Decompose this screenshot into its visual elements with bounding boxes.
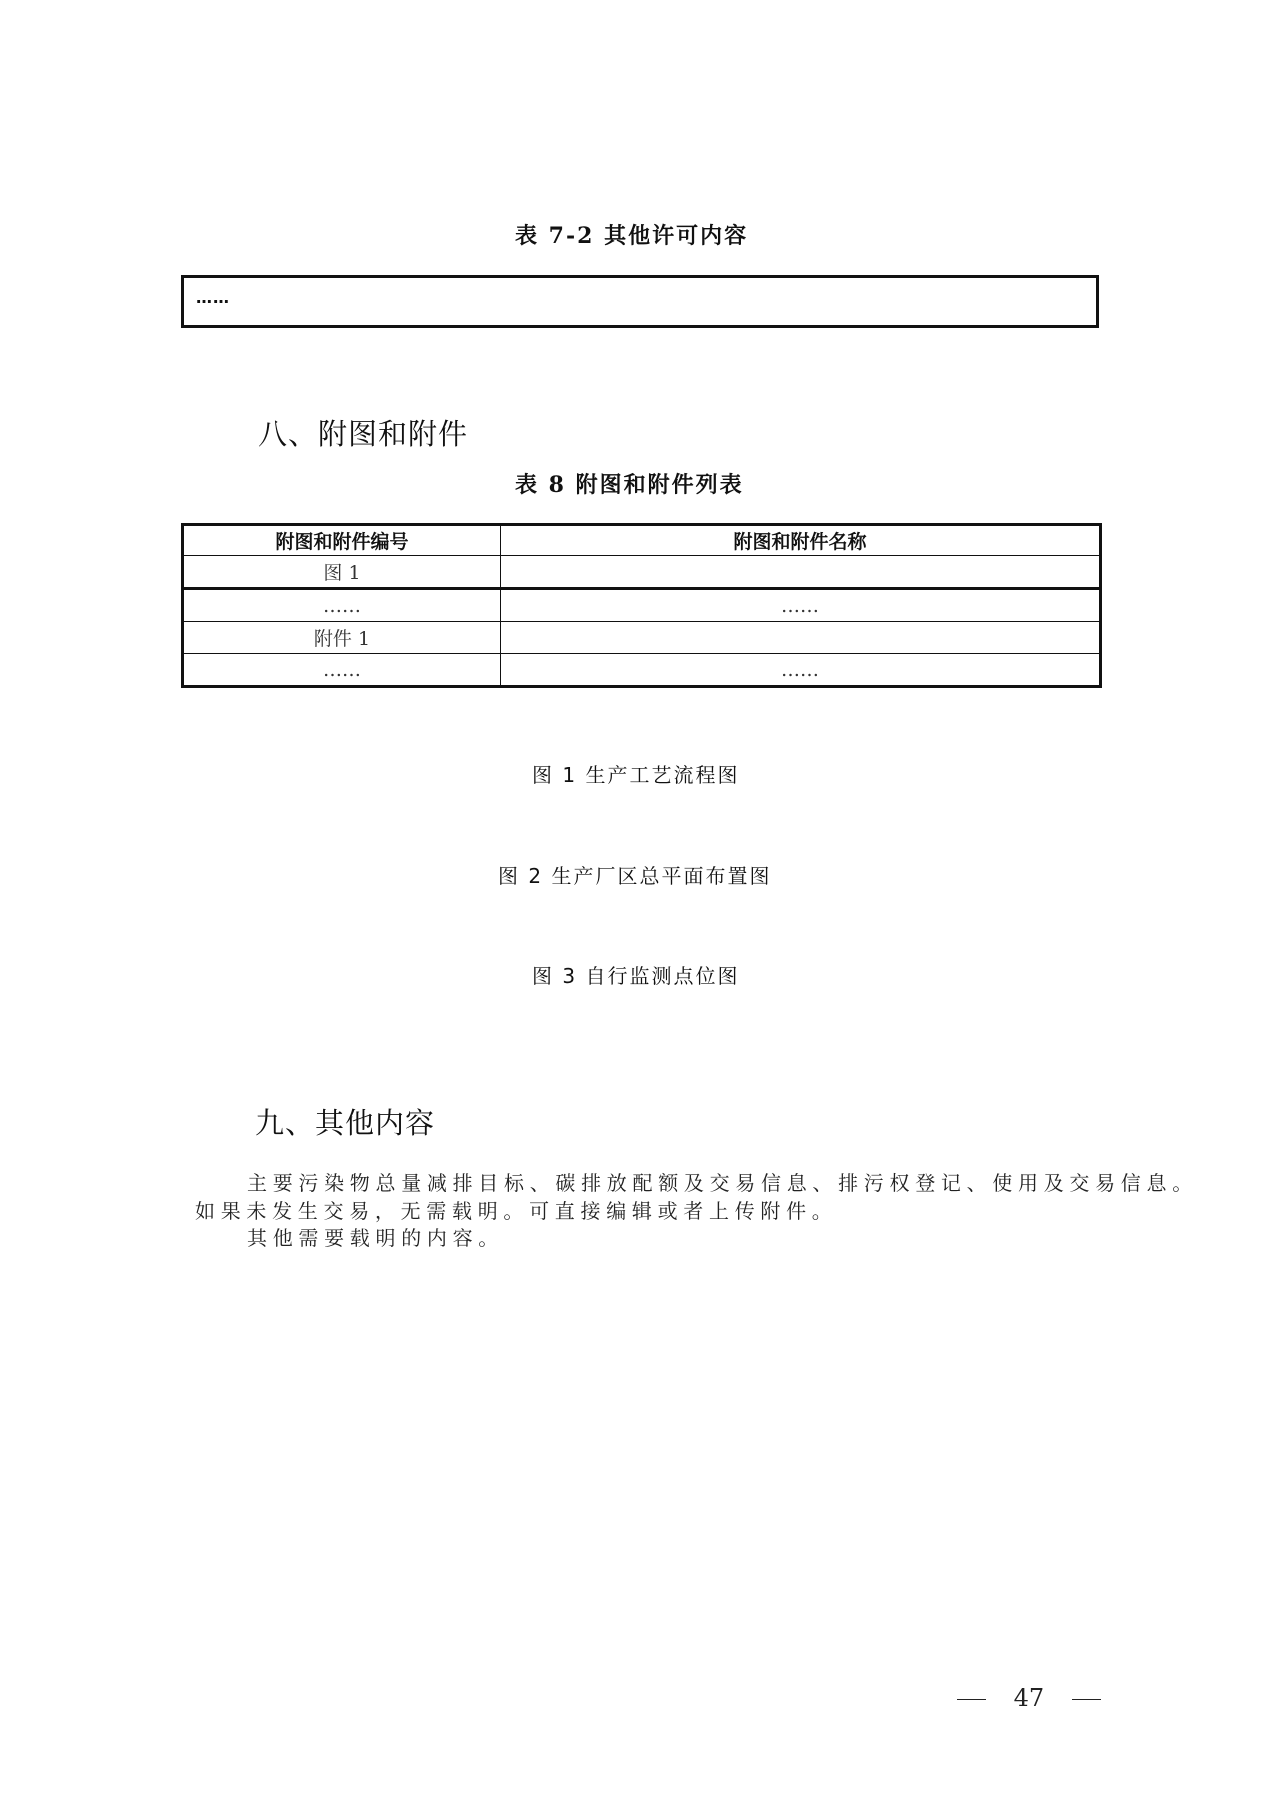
header-attachment-number: 附图和附件编号 — [183, 525, 501, 556]
cell-name: …… — [501, 589, 1101, 622]
section-9-paragraph-line-3: 其他需要载明的内容。 — [247, 1226, 504, 1250]
page-number: 47 — [1013, 1684, 1045, 1712]
cell-number: …… — [183, 654, 501, 687]
cell-name: …… — [501, 654, 1101, 687]
attachments-table — [181, 523, 1102, 688]
section-8-heading: 八、附图和附件 — [258, 417, 469, 451]
left-dash — [957, 1699, 986, 1701]
header-attachment-name: 附图和附件名称 — [501, 525, 1101, 556]
table-row — [183, 556, 1101, 589]
table-header-row — [183, 525, 1101, 556]
table-7-2-title: 表 7-2 其他许可内容 — [515, 223, 749, 249]
cell-number: 图 1 — [183, 556, 501, 589]
figure-1-caption: 图 1 生产工艺流程图 — [532, 763, 740, 787]
table-row — [183, 622, 1101, 654]
table-7-2-content: …… — [196, 288, 230, 307]
figure-2-caption: 图 2 生产厂区总平面布置图 — [498, 864, 772, 888]
section-9-heading: 九、其他内容 — [255, 1106, 436, 1140]
section-9-paragraph-line-1: 主要污染物总量减排目标、碳排放配额及交易信息、排污权登记、使用及交易信息。 — [247, 1171, 1198, 1195]
cell-number: …… — [183, 589, 501, 622]
cell-name — [501, 556, 1101, 589]
table-row — [183, 654, 1101, 687]
table-row — [183, 589, 1101, 622]
table-7-2-box — [181, 275, 1099, 328]
cell-number: 附件 1 — [183, 622, 501, 654]
section-9-paragraph-line-2: 如果未发生交易，无需载明。可直接编辑或者上传附件。 — [195, 1199, 838, 1223]
right-dash — [1072, 1699, 1101, 1701]
page-footer — [957, 1684, 1101, 1712]
table-8-title: 表 8 附图和附件列表 — [515, 472, 744, 498]
figure-3-caption: 图 3 自行监测点位图 — [532, 964, 740, 988]
cell-name — [501, 622, 1101, 654]
